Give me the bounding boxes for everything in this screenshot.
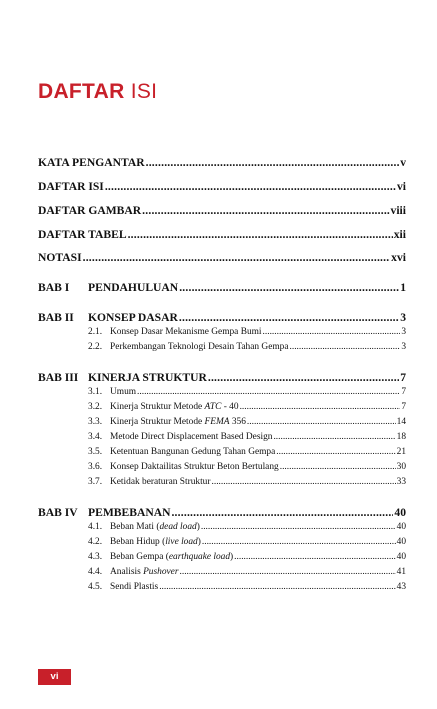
dot-leader [290, 342, 401, 352]
toc-chapter-1[interactable] [38, 281, 406, 294]
toc-section-4-3[interactable] [88, 552, 406, 562]
section-page: 21 [396, 447, 406, 457]
section-number: 2.1. [88, 327, 103, 337]
section-page: 3 [401, 342, 406, 352]
section-number: 4.1. [88, 522, 103, 532]
dot-leader [142, 204, 389, 217]
section-page: 40 [396, 522, 406, 532]
section-label: Analisis Pushover [110, 567, 179, 577]
section-page: 40 [396, 537, 406, 547]
toc-entry-label: NOTASI [38, 251, 82, 264]
dot-leader [202, 537, 396, 547]
section-number: 4.2. [88, 537, 103, 547]
toc-section-4-5[interactable] [88, 582, 406, 592]
dot-leader [159, 582, 395, 592]
dot-leader [137, 387, 400, 397]
section-number: 3.2. [88, 402, 103, 412]
toc-entry-label: DAFTAR GAMBAR [38, 204, 142, 217]
dot-leader [280, 462, 396, 472]
section-label: Beban Mati (dead load) [110, 522, 200, 532]
dot-leader [263, 327, 401, 337]
section-label: Beban Hidup (live load) [110, 537, 201, 547]
section-label: Sendi Plastis [110, 582, 159, 592]
dot-leader [179, 311, 399, 324]
toc-entry-label: DAFTAR TABEL [38, 228, 127, 241]
dot-leader [201, 522, 396, 532]
dot-leader [179, 281, 399, 294]
toc-entry-label: KATA PENGANTAR [38, 156, 145, 169]
toc-section-2-1[interactable] [88, 327, 406, 337]
chapter-label: PEMBEBANAN [88, 506, 171, 519]
section-page: 43 [396, 582, 406, 592]
toc-section-3-5[interactable] [88, 447, 406, 457]
toc-section-3-7[interactable] [88, 477, 406, 487]
toc-chapter-4[interactable] [38, 506, 406, 519]
toc-section-4-4[interactable] [88, 567, 406, 577]
chapter-label: KONSEP DASAR [88, 311, 178, 324]
toc-entry-page: vi [396, 180, 406, 193]
toc-entry-daftar-tabel[interactable] [38, 228, 406, 241]
toc-entry-page: xii [393, 228, 406, 241]
toc-chapter-3[interactable] [38, 371, 406, 384]
chapter-page: 3 [400, 311, 406, 324]
toc-section-3-2[interactable] [88, 402, 406, 412]
toc-entry-page: v [400, 156, 406, 169]
section-number: 3.6. [88, 462, 103, 472]
dot-leader [128, 228, 393, 241]
dot-leader [273, 432, 395, 442]
section-page: 33 [396, 477, 406, 487]
dot-leader [171, 506, 393, 519]
chapter-page: 40 [394, 506, 406, 519]
section-label: Ketidak beraturan Struktur [110, 477, 211, 487]
toc-section-3-1[interactable] [88, 387, 406, 397]
dot-leader [180, 567, 396, 577]
chapter-number: BAB I [38, 281, 70, 294]
dot-leader [247, 417, 396, 427]
section-page: 14 [396, 417, 406, 427]
section-number: 2.2. [88, 342, 103, 352]
section-page: 40 [396, 552, 406, 562]
section-label: Kinerja Struktur Metode FEMA 356 [110, 417, 246, 427]
section-page: 7 [401, 402, 406, 412]
chapter-label: KINERJA STRUKTUR [88, 371, 207, 384]
toc-section-4-1[interactable] [88, 522, 406, 532]
dot-leader [105, 180, 396, 193]
dot-leader [276, 447, 395, 457]
chapter-page: 7 [400, 371, 406, 384]
section-label: Metode Direct Displacement Based Design [110, 432, 273, 442]
section-page: 7 [401, 387, 406, 397]
toc-section-4-2[interactable] [88, 537, 406, 547]
section-label: Umum [110, 387, 137, 397]
section-label: Perkembangan Teknologi Desain Tahan Gempa [110, 342, 289, 352]
chapter-page: 1 [400, 281, 406, 294]
toc-entry-kata-pengantar[interactable] [38, 156, 406, 169]
page-title-thin: ISI [130, 80, 158, 103]
toc-section-3-6[interactable] [88, 462, 406, 472]
section-number: 4.3. [88, 552, 103, 562]
page-title [38, 80, 157, 104]
toc-entry-daftar-gambar[interactable] [38, 204, 406, 217]
toc-entry-label: DAFTAR ISI [38, 180, 104, 193]
section-label: Konsep Dasar Mekanisme Gempa Bumi [110, 327, 262, 337]
toc-section-3-4[interactable] [88, 432, 406, 442]
toc-chapter-2[interactable] [38, 311, 406, 324]
toc-section-2-2[interactable] [88, 342, 406, 352]
section-number: 3.3. [88, 417, 103, 427]
section-label: Ketentuan Bangunan Gedung Tahan Gempa [110, 447, 276, 457]
section-label: Kinerja Struktur Metode ATC - 40 [110, 402, 239, 412]
section-number: 4.5. [88, 582, 103, 592]
section-page: 41 [396, 567, 406, 577]
toc-entry-page: xvi [391, 251, 406, 264]
dot-leader [234, 552, 395, 562]
page-title-bold: DAFTAR [38, 80, 125, 103]
chapter-label: PENDAHULUAN [88, 281, 179, 294]
section-page: 18 [396, 432, 406, 442]
chapter-number: BAB II [38, 311, 74, 324]
section-page: 3 [401, 327, 406, 337]
chapter-number: BAB IV [38, 506, 78, 519]
page-number-badge: vi [38, 669, 71, 685]
dot-leader [208, 371, 399, 384]
dot-leader [240, 402, 401, 412]
chapter-number: BAB III [38, 371, 79, 384]
section-page: 30 [396, 462, 406, 472]
dot-leader [212, 477, 396, 487]
section-number: 3.7. [88, 477, 103, 487]
toc-section-3-3[interactable] [88, 417, 406, 427]
toc-entry-notasi[interactable] [38, 251, 406, 264]
toc-entry-daftar-isi[interactable] [38, 180, 406, 193]
section-number: 3.1. [88, 387, 103, 397]
dot-leader [146, 156, 400, 169]
section-label: Beban Gempa (earthquake load) [110, 552, 234, 562]
dot-leader [83, 251, 391, 264]
toc-entry-page: viii [390, 204, 406, 217]
section-number: 3.5. [88, 447, 103, 457]
section-number: 3.4. [88, 432, 103, 442]
section-number: 4.4. [88, 567, 103, 577]
section-label: Konsep Daktailitas Struktur Beton Bertulang [110, 462, 279, 472]
